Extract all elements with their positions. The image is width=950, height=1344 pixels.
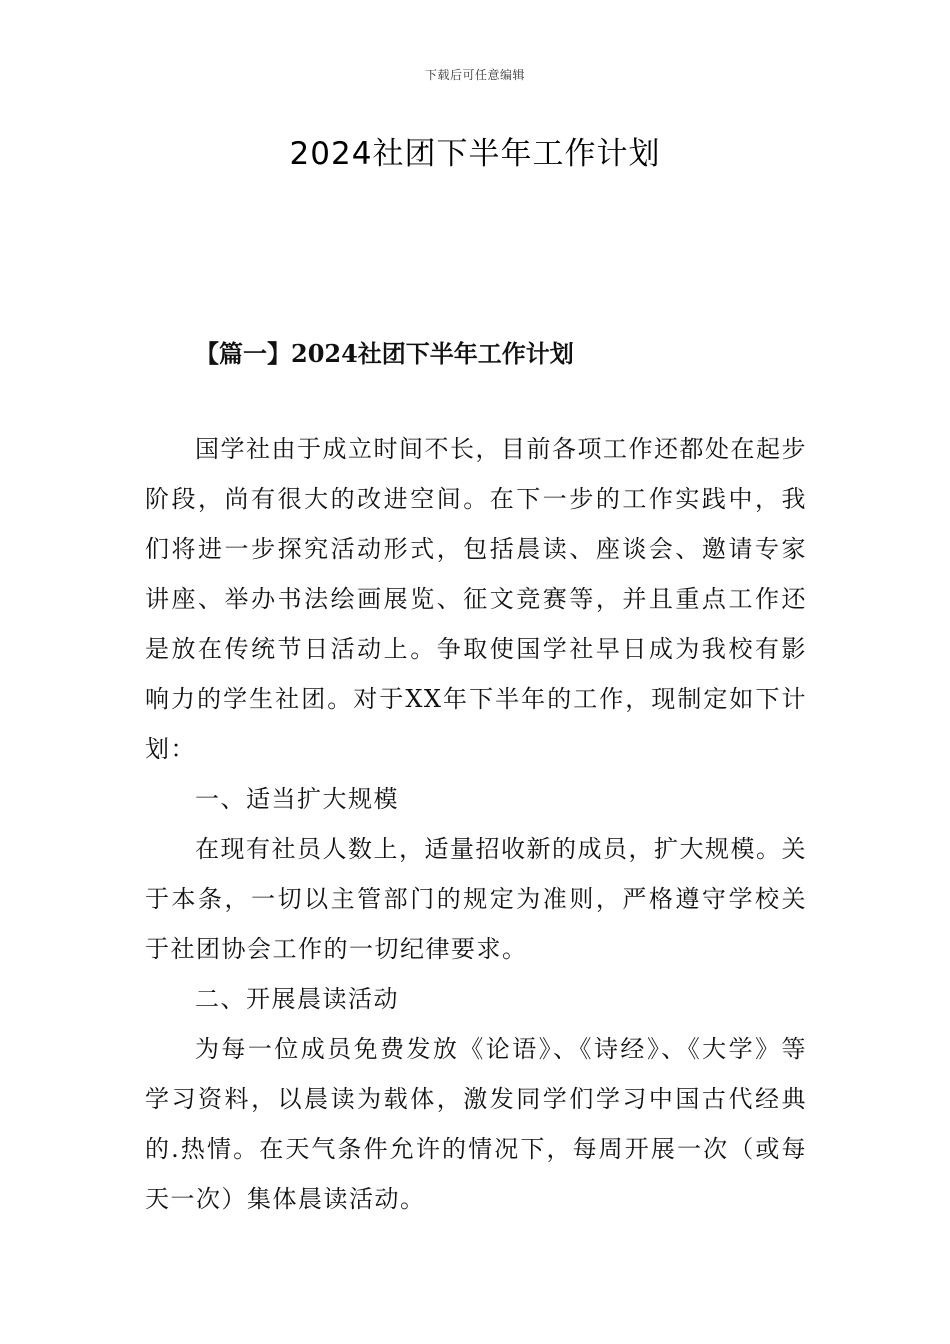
header-note: 下载后可任意编辑 <box>424 68 525 82</box>
item2-heading: 二、开展晨读活动 <box>195 985 399 1013</box>
item2-paragraph: 为每一位成员免费发放《论语》、《诗经》、《大学》等学习资料，以晨读为载体，激发同学们学习中国古代经典的.热情。在天气条件允许的情况下，每周开展一次（或每天一次）集体晨读活动。 <box>145 1035 807 1213</box>
document-title: 2024社团下半年工作计划 <box>289 136 661 172</box>
section-heading: 【篇一】2024社团下半年工作计划 <box>195 339 574 368</box>
item1-paragraph: 在现有社员人数上，适量招收新的成员，扩大规模。关于本条，一切以主管部门的规定为准则，严格遵守学校关于社团协会工作的一切纪律要求。 <box>145 835 807 963</box>
item1-heading: 一、适当扩大规模 <box>195 785 399 813</box>
document-body <box>145 424 807 1224</box>
intro-paragraph: 国学社由于成立时间不长，目前各项工作还都处在起步阶段，尚有很大的改进空间。在下一步的工作实践中，我们将进一步探究活动形式，包括晨读、座谈会、邀请专家讲座、举办书法绘画展览、征文竞赛等，并且重点工作还是放在传统节日活动上。争取使国学社早日成为我校有影响力的学生社团。对于XX年下半年的工作，现制定如下计划： <box>145 435 807 763</box>
